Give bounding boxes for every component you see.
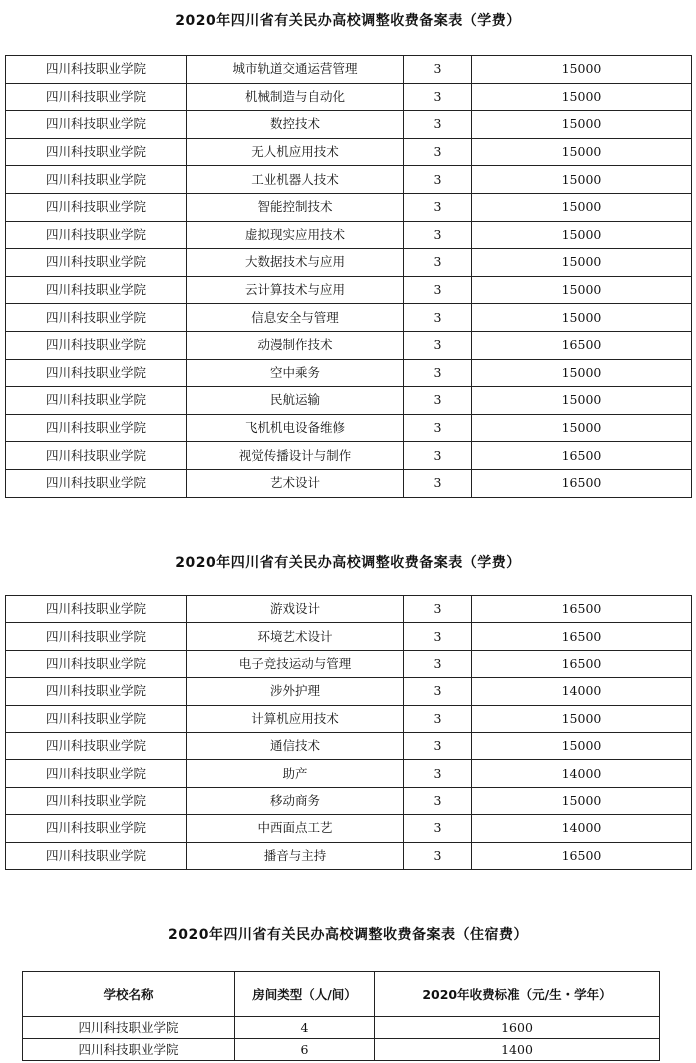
study-years-cell: 3 <box>404 249 472 277</box>
major-cell: 助产 <box>187 760 404 787</box>
school-name-cell: 四川科技职业学院 <box>6 276 187 304</box>
tuition-fee-cell: 14000 <box>472 678 692 705</box>
school-name-cell: 四川科技职业学院 <box>6 138 187 166</box>
lodging-table <box>22 971 660 1061</box>
tuition-table-2-title: 2020年四川省有关民办高校调整收费备案表（学费） <box>175 555 521 571</box>
table-row <box>6 705 692 732</box>
major-cell: 涉外护理 <box>187 678 404 705</box>
school-name-cell: 四川科技职业学院 <box>6 249 187 277</box>
major-cell: 工业机器人技术 <box>187 166 404 194</box>
table-row <box>6 650 692 677</box>
table-row <box>6 111 692 139</box>
lodging-header-row <box>23 972 660 1017</box>
major-cell: 信息安全与管理 <box>187 304 404 332</box>
tuition-fee-cell: 14000 <box>472 815 692 842</box>
tuition-fee-cell: 15000 <box>472 359 692 387</box>
fee-standard-cell: 1600 <box>375 1017 660 1039</box>
tuition-fee-cell: 14000 <box>472 760 692 787</box>
major-cell: 中西面点工艺 <box>187 815 404 842</box>
major-cell: 机械制造与自动化 <box>187 83 404 111</box>
study-years-cell: 3 <box>404 138 472 166</box>
study-years-cell: 3 <box>404 304 472 332</box>
tuition-fee-cell: 15000 <box>472 787 692 814</box>
study-years-cell: 3 <box>404 596 472 623</box>
tuition-fee-cell: 15000 <box>472 414 692 442</box>
table-row <box>6 221 692 249</box>
major-cell: 智能控制技术 <box>187 193 404 221</box>
study-years-cell: 3 <box>404 469 472 497</box>
major-cell: 民航运输 <box>187 387 404 415</box>
table-row <box>6 83 692 111</box>
table-row <box>6 387 692 415</box>
school-name-cell: 四川科技职业学院 <box>6 331 187 359</box>
tuition-fee-cell: 16500 <box>472 596 692 623</box>
tuition-fee-cell: 15000 <box>472 56 692 84</box>
table-row <box>6 678 692 705</box>
tuition-fee-cell: 16500 <box>472 650 692 677</box>
study-years-cell: 3 <box>404 678 472 705</box>
table-row <box>6 276 692 304</box>
major-cell: 空中乘务 <box>187 359 404 387</box>
study-years-cell: 3 <box>404 56 472 84</box>
tuition-fee-cell: 15000 <box>472 249 692 277</box>
school-name-cell: 四川科技职业学院 <box>6 111 187 139</box>
table-row <box>6 787 692 814</box>
major-cell: 播音与主持 <box>187 842 404 869</box>
study-years-cell: 3 <box>404 787 472 814</box>
school-name-cell: 四川科技职业学院 <box>6 705 187 732</box>
school-name-cell: 四川科技职业学院 <box>6 678 187 705</box>
study-years-cell: 3 <box>404 705 472 732</box>
tuition-table-2 <box>5 595 692 870</box>
school-name-cell: 四川科技职业学院 <box>23 1039 235 1061</box>
table-row <box>6 166 692 194</box>
school-name-cell: 四川科技职业学院 <box>6 414 187 442</box>
study-years-cell: 3 <box>404 623 472 650</box>
study-years-cell: 3 <box>404 650 472 677</box>
tuition-fee-cell: 15000 <box>472 732 692 759</box>
table-row <box>6 359 692 387</box>
major-cell: 无人机应用技术 <box>187 138 404 166</box>
study-years-cell: 3 <box>404 193 472 221</box>
tuition-fee-cell: 15000 <box>472 138 692 166</box>
major-cell: 数控技术 <box>187 111 404 139</box>
table-row <box>6 732 692 759</box>
tuition-fee-cell: 15000 <box>472 166 692 194</box>
header-fee-standard: 2020年收费标准（元/生・学年） <box>375 972 660 1017</box>
table-row <box>6 331 692 359</box>
study-years-cell: 3 <box>404 732 472 759</box>
study-years-cell: 3 <box>404 331 472 359</box>
table-row <box>6 193 692 221</box>
header-school-name: 学校名称 <box>23 972 235 1017</box>
school-name-cell: 四川科技职业学院 <box>6 469 187 497</box>
fee-standard-cell: 1400 <box>375 1039 660 1061</box>
school-name-cell: 四川科技职业学院 <box>6 596 187 623</box>
study-years-cell: 3 <box>404 166 472 194</box>
school-name-cell: 四川科技职业学院 <box>6 221 187 249</box>
table-row <box>6 414 692 442</box>
school-name-cell: 四川科技职业学院 <box>6 56 187 84</box>
major-cell: 艺术设计 <box>187 469 404 497</box>
school-name-cell: 四川科技职业学院 <box>6 650 187 677</box>
room-type-cell: 6 <box>235 1039 375 1061</box>
school-name-cell: 四川科技职业学院 <box>23 1017 235 1039</box>
tuition-fee-cell: 16500 <box>472 469 692 497</box>
study-years-cell: 3 <box>404 442 472 470</box>
table-row <box>6 815 692 842</box>
tuition-table-1-title: 2020年四川省有关民办高校调整收费备案表（学费） <box>175 13 521 29</box>
study-years-cell: 3 <box>404 83 472 111</box>
tuition-fee-cell: 15000 <box>472 193 692 221</box>
major-cell: 动漫制作技术 <box>187 331 404 359</box>
study-years-cell: 3 <box>404 276 472 304</box>
major-cell: 视觉传播设计与制作 <box>187 442 404 470</box>
major-cell: 通信技术 <box>187 732 404 759</box>
major-cell: 飞机机电设备维修 <box>187 414 404 442</box>
table-row <box>6 56 692 84</box>
school-name-cell: 四川科技职业学院 <box>6 787 187 814</box>
study-years-cell: 3 <box>404 760 472 787</box>
lodging-row <box>23 1039 660 1061</box>
tuition-fee-cell: 15000 <box>472 111 692 139</box>
study-years-cell: 3 <box>404 414 472 442</box>
school-name-cell: 四川科技职业学院 <box>6 193 187 221</box>
tuition-fee-cell: 15000 <box>472 304 692 332</box>
school-name-cell: 四川科技职业学院 <box>6 623 187 650</box>
school-name-cell: 四川科技职业学院 <box>6 842 187 869</box>
major-cell: 计算机应用技术 <box>187 705 404 732</box>
school-name-cell: 四川科技职业学院 <box>6 83 187 111</box>
lodging-row <box>23 1017 660 1039</box>
tuition-fee-cell: 15000 <box>472 387 692 415</box>
lodging-table-title: 2020年四川省有关民办高校调整收费备案表（住宿费） <box>168 927 528 943</box>
school-name-cell: 四川科技职业学院 <box>6 760 187 787</box>
tuition-fee-cell: 16500 <box>472 442 692 470</box>
school-name-cell: 四川科技职业学院 <box>6 304 187 332</box>
major-cell: 游戏设计 <box>187 596 404 623</box>
table-row <box>6 304 692 332</box>
major-cell: 移动商务 <box>187 787 404 814</box>
study-years-cell: 3 <box>404 842 472 869</box>
table-row <box>6 249 692 277</box>
school-name-cell: 四川科技职业学院 <box>6 815 187 842</box>
room-type-cell: 4 <box>235 1017 375 1039</box>
table-row <box>6 469 692 497</box>
study-years-cell: 3 <box>404 815 472 842</box>
school-name-cell: 四川科技职业学院 <box>6 442 187 470</box>
school-name-cell: 四川科技职业学院 <box>6 732 187 759</box>
major-cell: 电子竞技运动与管理 <box>187 650 404 677</box>
tuition-fee-cell: 15000 <box>472 276 692 304</box>
study-years-cell: 3 <box>404 111 472 139</box>
tuition-fee-cell: 15000 <box>472 83 692 111</box>
tuition-fee-cell: 15000 <box>472 705 692 732</box>
table-row <box>6 138 692 166</box>
table-row <box>6 760 692 787</box>
major-cell: 虚拟现实应用技术 <box>187 221 404 249</box>
school-name-cell: 四川科技职业学院 <box>6 166 187 194</box>
major-cell: 云计算技术与应用 <box>187 276 404 304</box>
school-name-cell: 四川科技职业学院 <box>6 359 187 387</box>
major-cell: 城市轨道交通运营管理 <box>187 56 404 84</box>
tuition-fee-cell: 16500 <box>472 623 692 650</box>
table-row <box>6 842 692 869</box>
study-years-cell: 3 <box>404 221 472 249</box>
school-name-cell: 四川科技职业学院 <box>6 387 187 415</box>
header-room-type: 房间类型（人/间） <box>235 972 375 1017</box>
tuition-fee-cell: 16500 <box>472 842 692 869</box>
tuition-fee-cell: 15000 <box>472 221 692 249</box>
tuition-table-1 <box>5 55 692 498</box>
study-years-cell: 3 <box>404 387 472 415</box>
tuition-fee-cell: 16500 <box>472 331 692 359</box>
table-row <box>6 442 692 470</box>
table-row <box>6 623 692 650</box>
study-years-cell: 3 <box>404 359 472 387</box>
table-row <box>6 596 692 623</box>
major-cell: 大数据技术与应用 <box>187 249 404 277</box>
major-cell: 环境艺术设计 <box>187 623 404 650</box>
